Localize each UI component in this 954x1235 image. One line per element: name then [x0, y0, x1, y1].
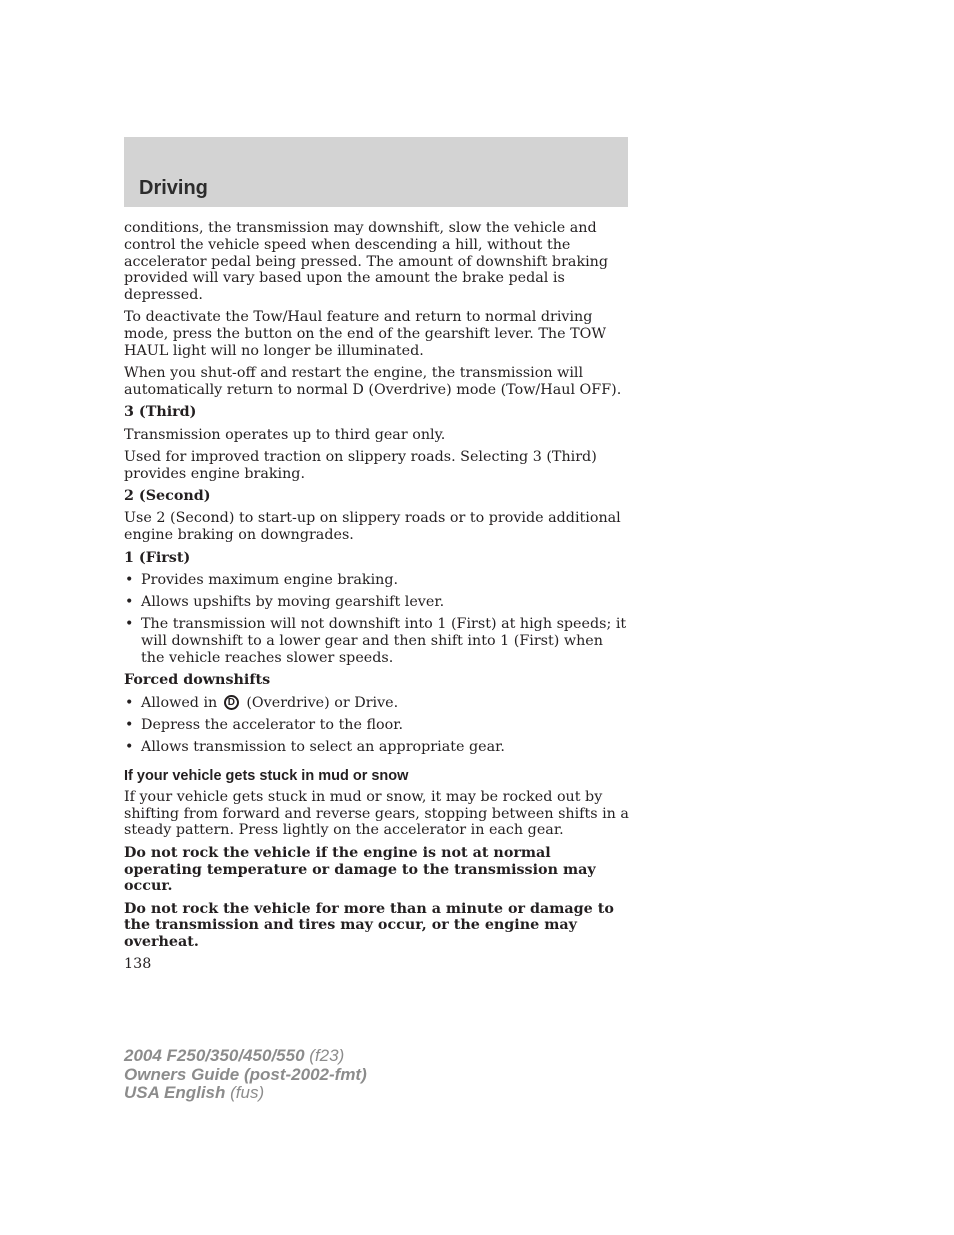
- paragraph: If your vehicle gets stuck in mud or snow, it may be rocked out by shifting from forward and reverse gears, stopping between shifts in a steady pattern. Press lightly on the accelerator in each gear.: [124, 788, 629, 839]
- paragraph: Transmission operates up to third gear only.: [124, 426, 446, 443]
- paragraph: conditions, the transmission may downshift, slow the vehicle and control the vehicle speed when descending a hill, without the accelerator pedal being pressed. The amount of downshift braking provided will vary based upon the amount the brake pedal is depressed.: [124, 220, 609, 304]
- list-item: • Allows transmission to select an appropriate gear.: [124, 739, 630, 756]
- forced-downshifts-list: [124, 695, 630, 756]
- footer-guide: Owners Guide (post-2002-fmt): [124, 1064, 367, 1084]
- paragraph: To deactivate the Tow/Haul feature and return to normal driving mode, press the button on the end of the gearshift lever. The TOW HAUL light will no longer be illuminated.: [124, 309, 607, 360]
- footer-code: (f23): [309, 1046, 345, 1065]
- overdrive-d-circle-icon: [224, 695, 239, 710]
- section-header-band: [124, 137, 628, 207]
- third-gear-heading: 3 (Third): [124, 404, 197, 421]
- first-gear-list: [124, 572, 630, 667]
- list-item: [124, 695, 630, 712]
- document-footer: [124, 1047, 367, 1103]
- page-number: 138: [124, 956, 152, 973]
- first-gear-heading: 1 (First): [124, 549, 191, 566]
- footer-line: [124, 1066, 367, 1085]
- footer-line: [124, 1047, 367, 1066]
- list-item: • Allows upshifts by moving gearshift lever.: [124, 594, 630, 611]
- list-item-text: (Overdrive) or Drive.: [246, 694, 399, 711]
- forced-downshifts-heading: Forced downshifts: [124, 672, 271, 689]
- footer-language: USA English: [124, 1083, 226, 1102]
- list-item: • Provides maximum engine braking.: [124, 572, 630, 589]
- warning-text: Do not rock the vehicle if the engine is not at normal operating temperature or damage to the transmission may occur.: [124, 844, 596, 895]
- stuck-section-heading: If your vehicle gets stuck in mud or snow: [124, 768, 409, 785]
- warning-text: Do not rock the vehicle for more than a minute or damage to the transmission and tires may occur, or the engine may overheat.: [124, 900, 614, 951]
- page-content: [124, 220, 630, 979]
- paragraph: When you shut-off and restart the engine, the transmission will automatically return to normal D (Overdrive) mode (Tow/Haul OFF).: [124, 365, 622, 399]
- section-title: Driving: [139, 177, 208, 199]
- footer-line: [124, 1084, 367, 1103]
- paragraph: Used for improved traction on slippery roads. Selecting 3 (Third) provides engine braking.: [124, 449, 597, 482]
- list-item-text: Allowed in: [141, 694, 218, 711]
- footer-model: 2004 F250/350/450/550: [124, 1046, 305, 1065]
- paragraph: Use 2 (Second) to start-up on slippery roads or to provide additional engine braking on downgrades.: [124, 510, 621, 544]
- list-item: • Depress the accelerator to the floor.: [124, 717, 630, 734]
- footer-lang-code: (fus): [230, 1083, 265, 1102]
- list-item: • The transmission will not downshift into 1 (First) at high speeds; it will downshift to a lower gear and then shift into 1 (First) when the vehicle reaches slower speeds.: [124, 616, 630, 666]
- second-gear-heading: 2 (Second): [124, 488, 211, 505]
